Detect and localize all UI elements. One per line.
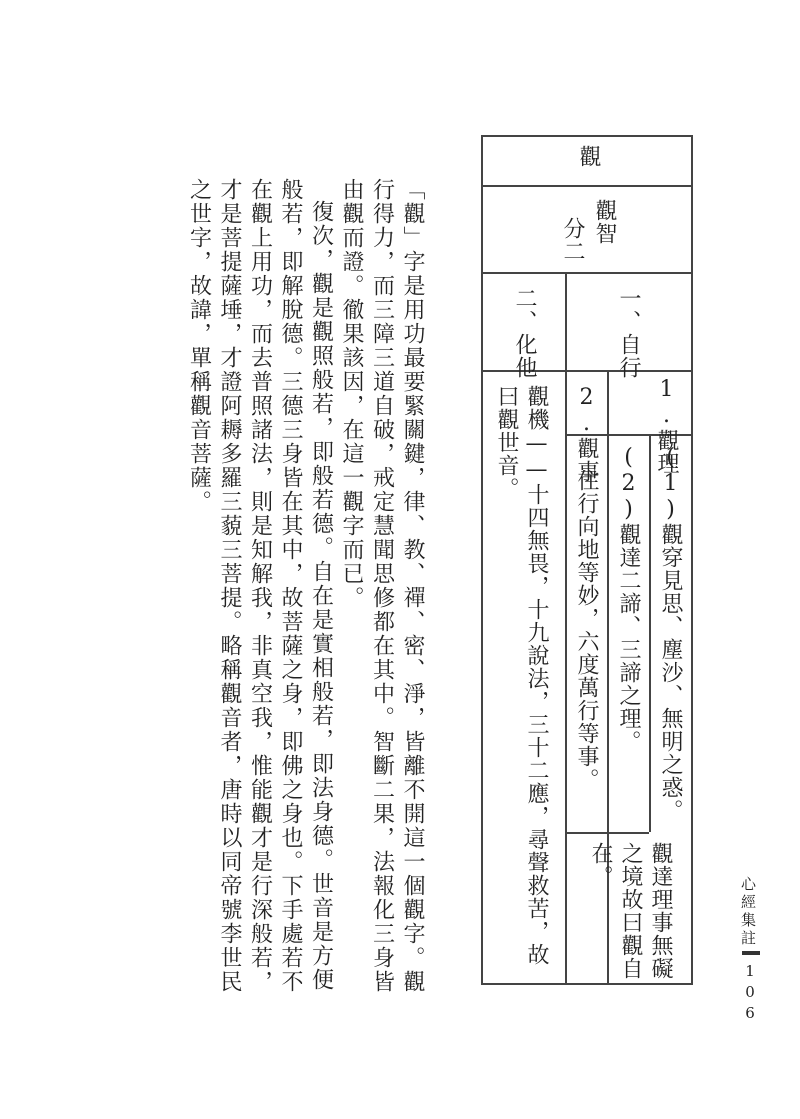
column-divider — [565, 272, 567, 983]
affair-text: 住行向地等妙，六度萬行等事。 — [574, 469, 599, 791]
row-divider — [483, 272, 691, 274]
self-practice-header: 一、自行 — [616, 287, 641, 379]
transform-others-header: 二、化他 — [512, 287, 537, 379]
body-text — [127, 178, 427, 1008]
margin-bar — [742, 951, 760, 955]
row-divider — [483, 185, 691, 187]
observe-affair-label: 2.觀事 — [574, 385, 599, 483]
body-paragraph-2: 復次，觀是觀照般若，即般若德。自在是實相般若，即法身德。世音是方便般若，即解脫德。三德三身皆在其中，故菩薩之身，即佛之身也。下手處若不在觀上用功，而去普照諸法，則是知解我，非真空我，惟能觀才是行深般若，才是菩提薩埵，才證阿耨多羅三藐三菩提。略稱觀音者，唐時以同帝號李世民之世字，故諱，單稱觀音菩薩。 — [186, 178, 334, 994]
principle-item-1: (1)觀穿見思、塵沙、無明之惑。 — [658, 445, 683, 822]
table-subtitle-sub: 分二 — [560, 217, 585, 263]
outline-table — [481, 135, 693, 985]
table-title: 觀 — [576, 145, 601, 168]
table-subtitle-main: 觀智 — [592, 199, 617, 245]
column-divider — [649, 434, 651, 832]
summary-text: 觀達理事無礙之境故曰觀自在。 — [588, 842, 673, 980]
principle-item-2: (2)觀達二諦、三諦之理。 — [616, 445, 641, 753]
body-paragraph-1: 「觀」字是用功最要緊關鍵，律、教、禪、密、淨，皆離不開這一個觀字。觀行得力，而三障三道自破，戒定慧聞思修都在其中。智斷二果，法報化三身皆由觀而證。徹果該因，在這一觀字而已。 — [339, 178, 425, 994]
observe-beings-text: 觀機——十四無畏，十九說法，三十二應，尋聲救苦，故曰觀世音。 — [494, 385, 549, 966]
page-number: 106 — [741, 962, 759, 1025]
running-title: 心經集註 — [739, 876, 757, 948]
observe-principle-label: 1.觀理 — [654, 377, 679, 475]
